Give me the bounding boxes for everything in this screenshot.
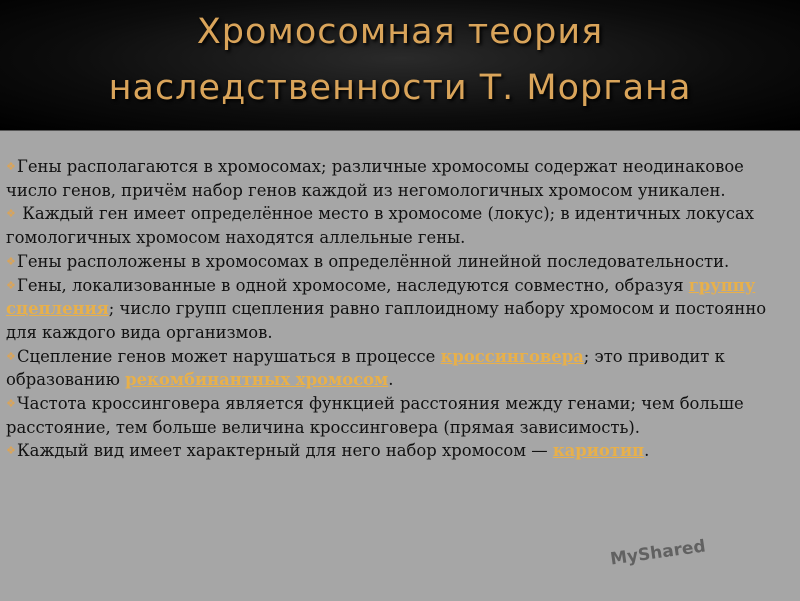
diamond-bullet-icon: ❖ xyxy=(6,207,16,221)
diamond-bullet-icon: ❖ xyxy=(6,349,16,363)
diamond-bullet-icon: ❖ xyxy=(6,278,16,292)
bullet-text: Частота кроссинговера является функцией расстояния между генами; чем больше расстояние, тем больше величина кроссинговера (прямая зависимость). xyxy=(6,394,744,437)
slide-title-line-2: наследственности Т. Моргана xyxy=(108,68,692,108)
bullet-text: ; это приводит к образованию xyxy=(6,346,725,390)
bullet-text: Гены расположены в хромосомах в определённой линейной последовательности. xyxy=(17,251,730,271)
bullet-item-4 xyxy=(6,274,794,345)
bullet-text: Гены, локализованные в одной хромосоме, наследуются совместно, образуя xyxy=(17,275,689,295)
diamond-bullet-icon: ❖ xyxy=(6,254,16,268)
bullet-item-7 xyxy=(6,439,794,463)
bullet-list xyxy=(6,155,794,463)
bullet-item-5 xyxy=(6,345,794,392)
bullet-text: Каждый ген имеет определённое место в хромосоме (локус); в идентичных локусах гомологичных хромосом находятся аллельные гены. xyxy=(6,204,755,248)
bullet-item-3 xyxy=(6,250,794,274)
bullet-text: Каждый вид имеет характерный для него набор хромосом — xyxy=(17,441,553,461)
bullet-text: . xyxy=(388,370,394,390)
bullet-text: Гены располагаются в хромосомах; различные хромосомы содержат неодинаковое число генов, причём набор генов каждой из негомологичных хромосом уникален. xyxy=(6,157,744,200)
diamond-bullet-icon: ❖ xyxy=(6,397,16,411)
diamond-bullet-icon: ❖ xyxy=(6,444,16,458)
bullet-item-2 xyxy=(6,202,794,249)
link-linkage-group[interactable]: группу сцепления xyxy=(6,275,756,319)
link-karyotype[interactable]: кариотип xyxy=(552,441,645,461)
link-crossing-over[interactable]: кроссинговера xyxy=(440,346,584,366)
link-recombinant-chromosomes[interactable]: рекомбинантных хромосом xyxy=(125,370,389,390)
bullet-text: ; число групп сцепления равно гаплоидному набору хромосом и постоянно для каждого вида организмов. xyxy=(6,299,767,342)
bullet-text: Сцепление генов может нарушаться в процессе xyxy=(17,346,441,366)
bullet-text: . xyxy=(644,441,650,461)
bullet-item-1 xyxy=(6,155,794,202)
watermark-logo: MyShared xyxy=(609,536,707,570)
diamond-bullet-icon: ❖ xyxy=(6,160,16,173)
slide-title xyxy=(20,4,780,116)
slide-title-line-1: Хромосомная теория xyxy=(196,12,604,52)
bullet-item-6 xyxy=(6,392,794,439)
